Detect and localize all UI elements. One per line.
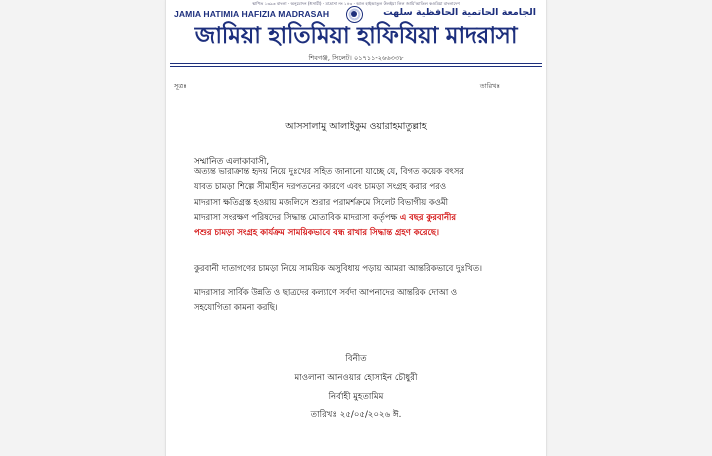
paragraph-request: [194, 285, 516, 316]
paragraph-line: যাবত চামড়া শিল্পে সীমাহীন দরপতনের কারণে এবং চামড়া সংগ্রহ করার পরও: [194, 181, 447, 192]
paragraph-apology: [194, 261, 516, 276]
paragraph-announcement: [194, 164, 516, 240]
paragraph-line: অত্যন্ত ভারাক্রান্ত হৃদয় নিয়ে দুঃখের সহিত জানানো যাচ্ছে যে, বিগত কয়েক বৎসর: [194, 166, 464, 176]
madrasah-name-english: JAMIA HATIMIA HAFIZIA MADRASAH: [174, 9, 330, 19]
paragraph-line-text: মাদরাসা সংরক্ষণ পরিষদের সিদ্ধান্ত মোতাবিক মাদরাসা কর্তৃপক্ষ: [194, 211, 398, 222]
letter-page: [165, 0, 547, 456]
paragraph-line: কুরবানী দাতাগণের চামড়া নিয়ে সাময়িক অসুবিধায় পড়ায় আমরা আন্তরিকভাবে দুঃখিত।: [194, 263, 482, 273]
highlight-text-start: এ বছর কুরবানীর: [399, 211, 456, 222]
highlight-text-line: পশুর চামড়া সংগ্রহ কার্যক্রম সাময়িকভাবে বন্ধ রাখার সিদ্ধান্ত গ্রহণ করেছে।: [194, 227, 439, 238]
paragraph-line: সহযোগিতা কামনা করছি।: [194, 302, 278, 313]
signatory-designation: নির্বাহী মুহতামিম: [328, 392, 384, 402]
greeting: সম্মানিত এলাকাবাসী,: [194, 157, 270, 167]
madrasah-name-bangla: জামিয়া হাতিমিয়া হাফিযিয়া মাদরাসা: [194, 23, 518, 49]
paragraph-line-with-highlight: [194, 210, 516, 225]
letterhead-top-line: স্থাপিত ১৩৯৩ বাংলা · অনুমোদন (ঈসায়ী) · মাদ্রাসা নং ১৪৩ · আল হাইআতুল উলইয়া লিল জামি'আতিল কওমিয়া বাংলাদেশ: [252, 1, 460, 6]
logo-center-mark: [351, 11, 357, 17]
closing: বিনীত: [345, 354, 367, 364]
letterhead-divider-thin: [170, 66, 542, 67]
signatory-name: মাওলানা আনওয়ার হোসাইন চৌধুরী: [294, 373, 418, 383]
salutation: আসসালামু আলাইকুম ওয়ারাহমাতুল্লাহ: [285, 121, 427, 132]
letter-date: তারিখঃ ২৫/০৫/২০২৬ ঈ.: [310, 410, 402, 420]
letterhead-divider-thick: [170, 63, 542, 64]
date-label: তারিখঃ: [479, 82, 500, 90]
madrasah-address: শিবগঞ্জ, সিলেট। ০১৭১১-২৬৬৩৩৮: [308, 54, 404, 62]
paragraph-line: মাদরাসা ক্ষতিগ্রস্ত হওয়ায় মজলিসে শুরার পরামর্শক্রমে সিলেট বিভাগীয় কওমী: [194, 196, 448, 207]
madrasah-name-arabic: الجامعة الحاتمية الحافظية سلهت: [383, 7, 536, 18]
paragraph-line: মাদরাসার সার্বিক উন্নতি ও ছাত্রদের কল্যাণে সর্বদা আপনাদের আন্তরিক দোআ ও: [194, 287, 457, 297]
reference-label: সূত্রঃ: [174, 82, 187, 90]
